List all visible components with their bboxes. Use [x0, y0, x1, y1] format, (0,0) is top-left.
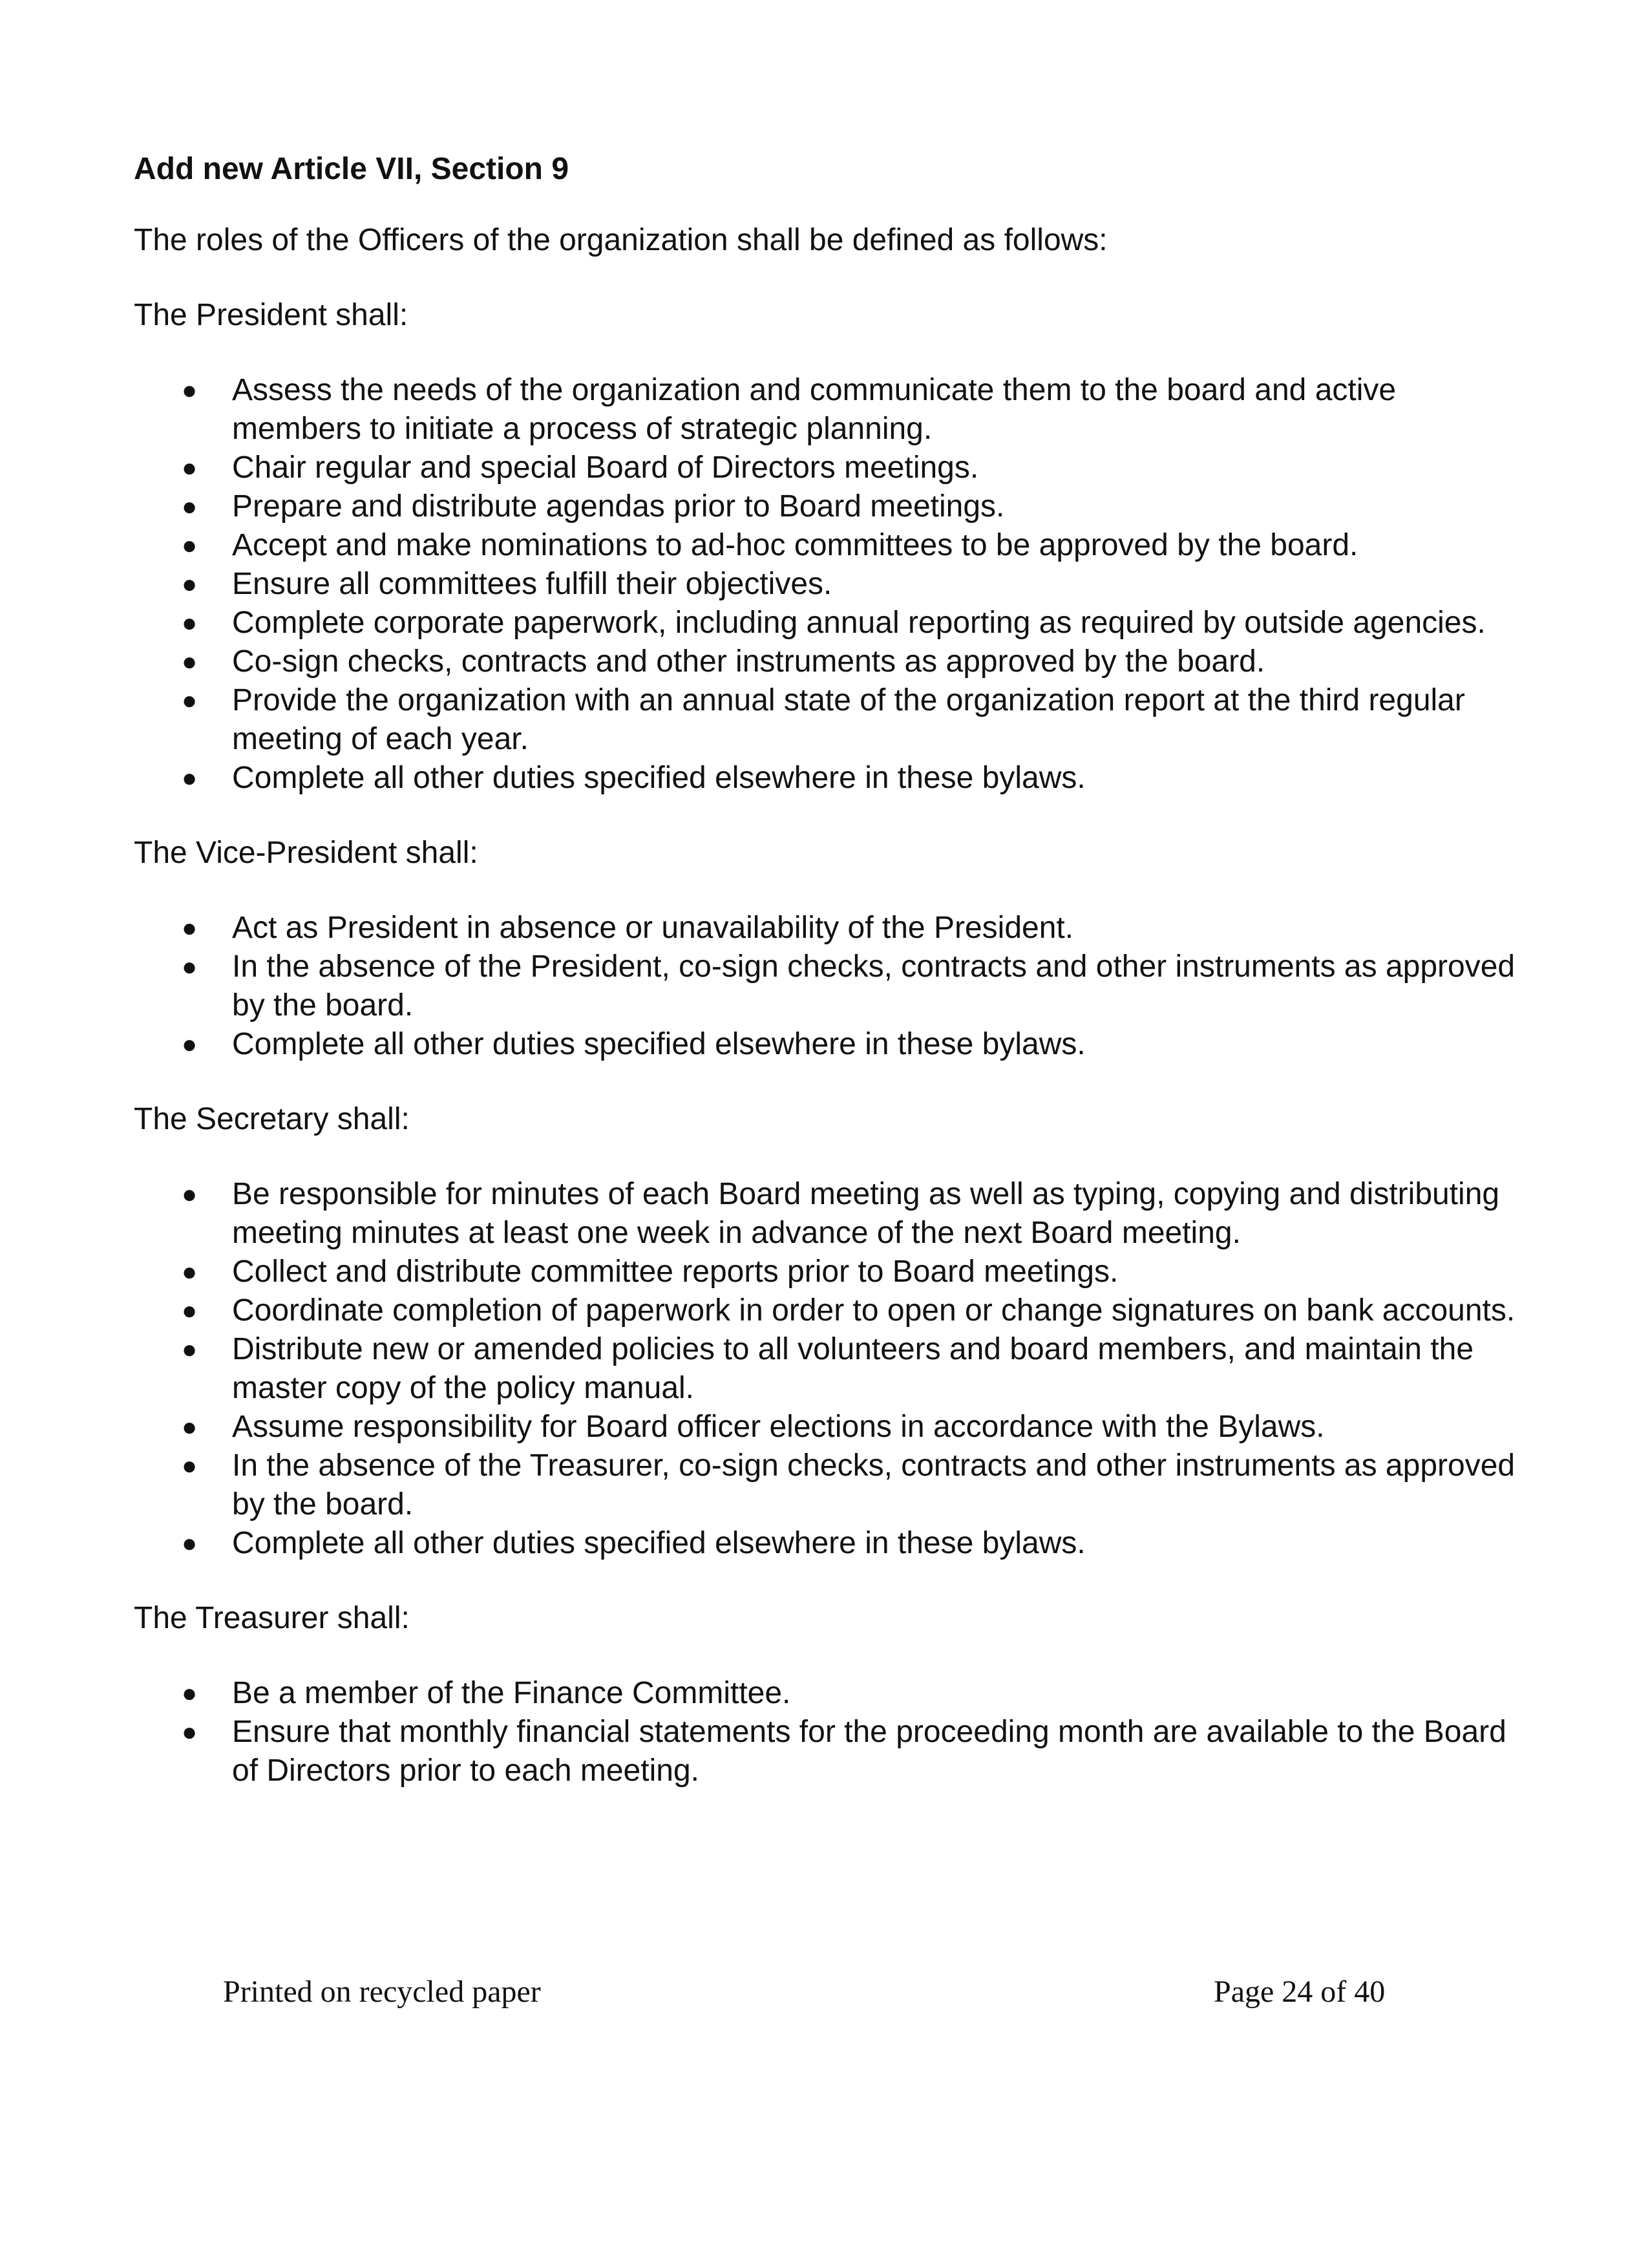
document-body	[134, 150, 1523, 1827]
bullet-icon: ●	[182, 686, 198, 715]
list-item-text: In the absence of the Treasurer, co-sign checks, contracts and other instruments as approved by the board.	[232, 1448, 1516, 1521]
bullet-icon: ●	[182, 1529, 198, 1558]
list-item-text: Ensure that monthly financial statements for the proceeding month are available to the Board of Directors prior to each meeting.	[232, 1715, 1506, 1788]
bullet-icon: ●	[182, 1413, 198, 1441]
list-item-text: Complete all other duties specified elsewhere in these bylaws.	[232, 1526, 1086, 1560]
bullet-icon: ●	[182, 1180, 198, 1209]
list-item-text: Collect and distribute committee reports prior to Board meetings.	[232, 1255, 1119, 1289]
list-item	[134, 681, 1523, 759]
bullet-icon: ●	[182, 1452, 198, 1480]
footer-note: Printed on recycled paper	[223, 1975, 541, 2009]
section-heading: Add new Article VII, Section 9	[134, 152, 569, 186]
page-number: Page 24 of 40	[1214, 1975, 1386, 2009]
list-item	[134, 487, 1523, 526]
list-item	[134, 948, 1523, 1025]
list-item	[134, 1674, 1523, 1713]
list-item	[134, 1291, 1523, 1330]
bullet-icon: ●	[182, 1718, 198, 1746]
list-item	[134, 449, 1523, 487]
bullet-icon: ●	[182, 1030, 198, 1059]
secretary-duties-list	[134, 1175, 1523, 1563]
list-item	[134, 1408, 1523, 1447]
list-item-text: Ensure all committees fulfill their objectives.	[232, 567, 832, 601]
list-item-text: Assess the needs of the organization and communicate them to the board and active members to initiate a process of strategic planning.	[232, 373, 1397, 446]
bullet-icon: ●	[182, 953, 198, 981]
bullet-icon: ●	[182, 1258, 198, 1286]
list-item	[134, 1025, 1523, 1064]
list-item-text: Distribute new or amended policies to all volunteers and board members, and maintain the master copy of the policy manual.	[232, 1332, 1474, 1405]
list-item	[134, 1175, 1523, 1253]
list-item	[134, 565, 1523, 604]
list-item-text: Prepare and distribute agendas prior to Board meetings.	[232, 489, 1005, 524]
president-duties-list	[134, 371, 1523, 798]
list-item-text: Co-sign checks, contracts and other instruments as approved by the board.	[232, 644, 1265, 679]
list-item	[134, 1524, 1523, 1563]
bullet-icon: ●	[182, 531, 198, 560]
list-item-text: Assume responsibility for Board officer elections in accordance with the Bylaws.	[232, 1410, 1325, 1444]
list-item	[134, 371, 1523, 449]
bullet-icon: ●	[182, 493, 198, 521]
president-title: The President shall:	[134, 298, 408, 332]
list-item-text: Be a member of the Finance Committee.	[232, 1676, 791, 1710]
list-item-text: Complete corporate paperwork, including annual reporting as required by outside agencies.	[232, 606, 1486, 640]
list-item-text: Chair regular and special Board of Directors meetings.	[232, 450, 979, 485]
vice-president-title: The Vice-President shall:	[134, 836, 478, 870]
bullet-icon: ●	[182, 376, 198, 405]
list-item-text: Complete all other duties specified elsewhere in these bylaws.	[232, 1027, 1086, 1061]
treasurer-title: The Treasurer shall:	[134, 1601, 410, 1635]
bullet-icon: ●	[182, 1335, 198, 1364]
intro-paragraph: The roles of the Officers of the organization shall be defined as follows:	[134, 223, 1108, 257]
bullet-icon: ●	[182, 454, 198, 482]
list-item	[134, 642, 1523, 681]
bullet-icon: ●	[182, 1679, 198, 1708]
list-item-text: In the absence of the President, co-sign checks, contracts and other instruments as approved by the board.	[232, 949, 1516, 1023]
list-item-text: Act as President in absence or unavailability of the President.	[232, 911, 1074, 945]
list-item-text: Accept and make nominations to ad-hoc committees to be approved by the board.	[232, 528, 1358, 562]
list-item-text: Complete all other duties specified elsewhere in these bylaws.	[232, 761, 1086, 795]
bullet-icon: ●	[182, 648, 198, 676]
list-item	[134, 909, 1523, 948]
bullet-icon: ●	[182, 914, 198, 942]
list-item-text: Be responsible for minutes of each Board meeting as well as typing, copying and distributing meeting minutes at least one week in advance of the next Board meeting.	[232, 1177, 1500, 1250]
list-item	[134, 1253, 1523, 1291]
bullet-icon: ●	[182, 1297, 198, 1325]
vice-president-duties-list	[134, 909, 1523, 1064]
bullet-icon: ●	[182, 570, 198, 599]
list-item	[134, 1713, 1523, 1790]
secretary-title: The Secretary shall:	[134, 1102, 410, 1136]
list-item	[134, 604, 1523, 642]
list-item	[134, 1330, 1523, 1408]
list-item	[134, 759, 1523, 798]
bullet-icon: ●	[182, 764, 198, 792]
treasurer-duties-list	[134, 1674, 1523, 1790]
bullet-icon: ●	[182, 609, 198, 637]
list-item-text: Coordinate completion of paperwork in order to open or change signatures on bank accounts.	[232, 1293, 1516, 1328]
list-item	[134, 526, 1523, 565]
list-item	[134, 1447, 1523, 1524]
list-item-text: Provide the organization with an annual state of the organization report at the third regular meeting of each year.	[232, 683, 1465, 756]
